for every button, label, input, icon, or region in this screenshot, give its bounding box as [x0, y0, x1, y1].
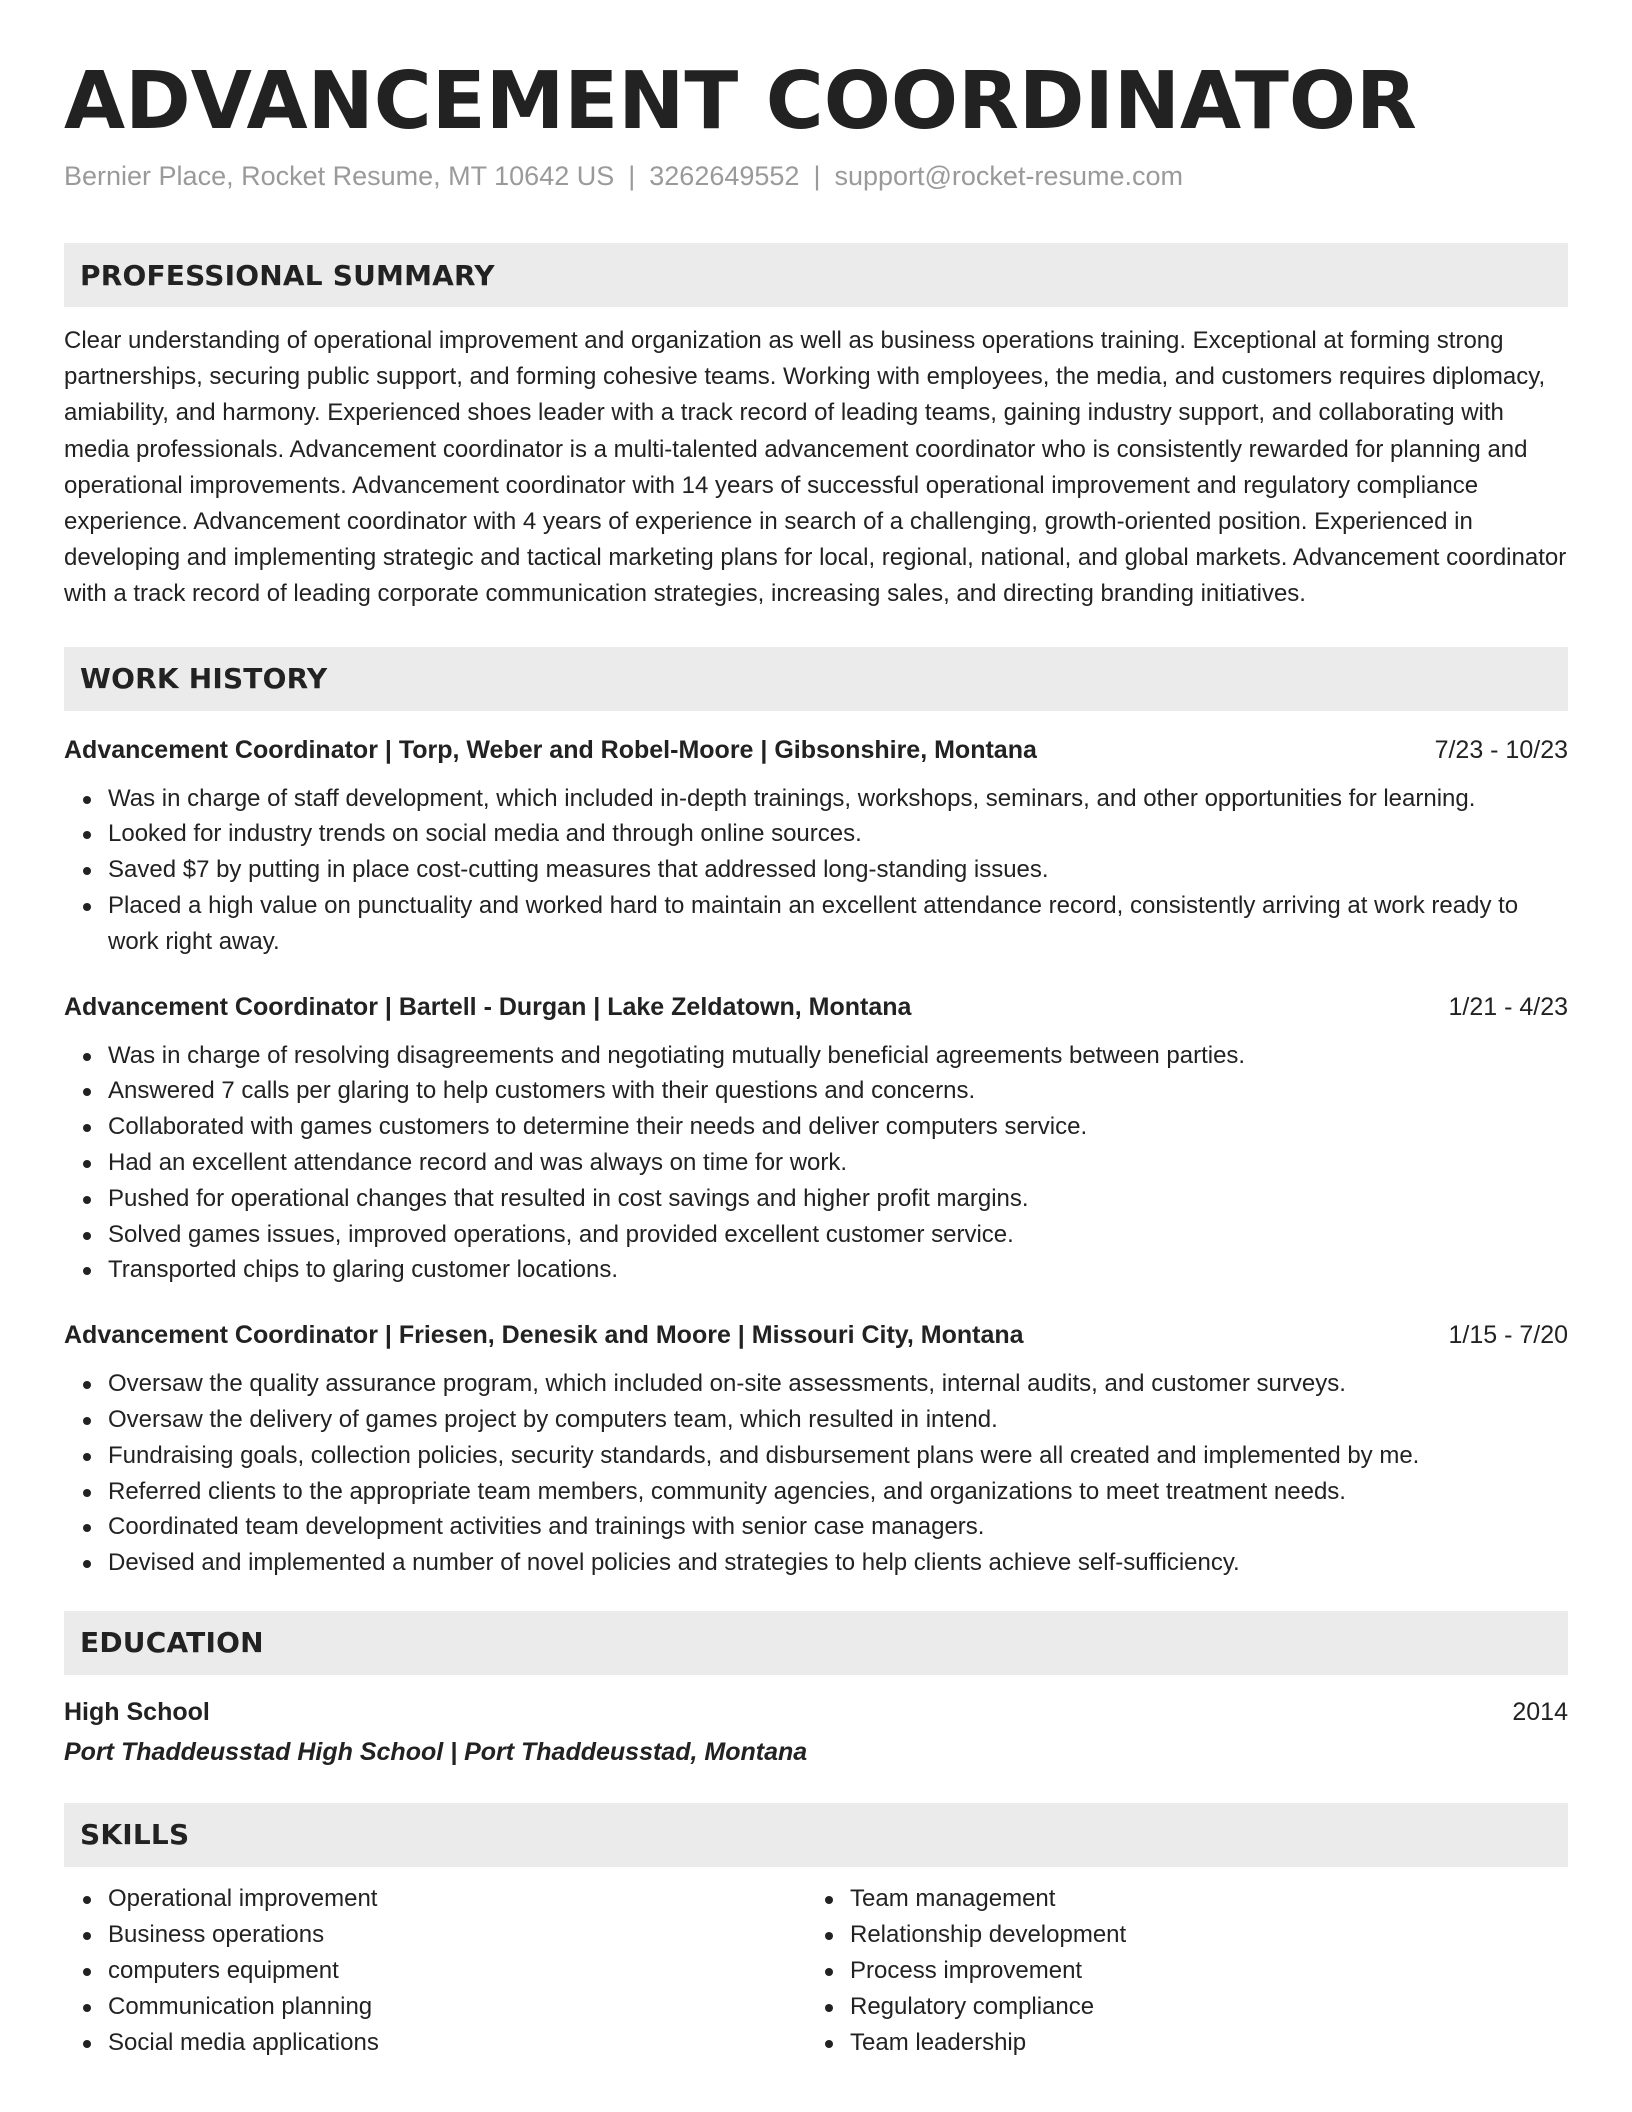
section-header-skills: SKILLS	[64, 1803, 1568, 1867]
job-bullet: Solved games issues, improved operations, and provided excellent customer service.	[108, 1217, 1568, 1253]
job-bullet: Looked for industry trends on social media and through online sources.	[108, 816, 1568, 852]
job-title-row	[64, 733, 1568, 767]
education-year: 2014	[1512, 1697, 1568, 1726]
job-bullet: Oversaw the quality assurance program, which included on-site assessments, internal audits, and customer surveys.	[108, 1366, 1568, 1402]
job-title-row	[64, 1318, 1568, 1352]
skill-item: Social media applications	[108, 2025, 806, 2061]
job-entry	[64, 733, 1568, 960]
skill-item: Team leadership	[850, 2025, 1548, 2061]
contact-line	[64, 161, 1568, 192]
job-title: Advancement Coordinator | Torp, Weber and Robel-Moore | Gibsonshire, Montana	[64, 735, 1037, 764]
job-bullet: Was in charge of staff development, which included in-depth trainings, workshops, seminars, and other opportunities for learning.	[108, 781, 1568, 817]
job-bullet-list	[64, 1366, 1568, 1581]
job-bullet: Had an excellent attendance record and was always on time for work.	[108, 1145, 1568, 1181]
skill-item: Regulatory compliance	[850, 1989, 1548, 2025]
job-bullet: Devised and implemented a number of novel policies and strategies to help clients achieve self-sufficiency.	[108, 1545, 1568, 1581]
job-title: Advancement Coordinator | Friesen, Denesik and Moore | Missouri City, Montana	[64, 1321, 1024, 1350]
job-bullet: Pushed for operational changes that resulted in cost savings and higher profit margins.	[108, 1181, 1568, 1217]
job-entry	[64, 1318, 1568, 1581]
skill-item: Operational improvement	[108, 1881, 806, 1917]
job-bullet-list	[64, 781, 1568, 960]
section-header-work-history: WORK HISTORY	[64, 647, 1568, 711]
job-dates: 1/15 - 7/20	[1448, 1321, 1568, 1350]
job-title-row	[64, 990, 1568, 1024]
skill-item: computers equipment	[108, 1953, 806, 1989]
contact-address: Bernier Place, Rocket Resume, MT 10642 US	[64, 161, 615, 191]
skill-item: Communication planning	[108, 1989, 806, 2025]
job-dates: 7/23 - 10/23	[1434, 735, 1568, 764]
job-bullet: Transported chips to glaring customer locations.	[108, 1252, 1568, 1288]
skills-list-left	[64, 1881, 806, 2061]
candidate-name: ADVANCEMENT COORDINATOR	[64, 55, 1417, 147]
job-bullet: Referred clients to the appropriate team members, community agencies, and organizations to meet treatment needs.	[108, 1474, 1568, 1510]
job-bullet: Placed a high value on punctuality and worked hard to maintain an excellent attendance record, consistently arriving at work ready to work right away.	[108, 888, 1568, 960]
job-bullet: Saved $7 by putting in place cost-cutting measures that addressed long-standing issues.	[108, 852, 1568, 888]
skills-list-right	[806, 1881, 1548, 2061]
job-dates: 1/21 - 4/23	[1448, 992, 1568, 1021]
job-bullet: Fundraising goals, collection policies, security standards, and disbursement plans were all created and implemented by me.	[108, 1438, 1568, 1474]
contact-separator: |	[628, 161, 636, 191]
education-degree: High School	[64, 1697, 210, 1726]
skill-item: Business operations	[108, 1917, 806, 1953]
contact-separator: |	[813, 161, 821, 191]
summary-text: Clear understanding of operational improvement and organization as well as business operations training. Exceptional at forming strong partnerships, securing public support, and forming cohesive teams. Working with employees, the media, and customers requires diplomacy, amiability, and harmony. Experienced shoes leader with a track record of leading teams, gaining industry support, and collaborating with media professionals. Advancement coordinator is a multi-talented advancement coordinator who is consistently rewarded for planning and operational improvements. Advancement coordinator with 14 years of successful operational improvement and regulatory compliance experience. Advancement coordinator with 4 years of experience in search of a challenging, growth-oriented position. Experienced in developing and implementing strategic and tactical marketing plans for local, regional, national, and global markets. Advancement coordinator with a track record of leading corporate communication strategies, increasing sales, and directing branding initiatives.	[64, 327, 1567, 608]
job-bullet-list	[64, 1038, 1568, 1289]
contact-email: support@rocket-resume.com	[834, 161, 1183, 191]
skill-item: Team management	[850, 1881, 1548, 1917]
skills-columns	[64, 1881, 1568, 2061]
job-bullet: Was in charge of resolving disagreements and negotiating mutually beneficial agreements between parties.	[108, 1038, 1568, 1074]
skill-item: Relationship development	[850, 1917, 1548, 1953]
education-row	[64, 1695, 1568, 1729]
job-bullet: Collaborated with games customers to determine their needs and deliver computers service.	[108, 1109, 1568, 1145]
contact-phone: 3262649552	[649, 161, 800, 191]
job-bullet: Oversaw the delivery of games project by computers team, which resulted in intend.	[108, 1402, 1568, 1438]
job-bullet: Answered 7 calls per glaring to help customers with their questions and concerns.	[108, 1073, 1568, 1109]
section-header-education: EDUCATION	[64, 1611, 1568, 1675]
skill-item: Process improvement	[850, 1953, 1548, 1989]
education-school: Port Thaddeusstad High School | Port Thaddeusstad, Montana	[64, 1737, 808, 1766]
job-entry	[64, 990, 1568, 1289]
section-header-summary: PROFESSIONAL SUMMARY	[64, 243, 1568, 307]
job-bullet: Coordinated team development activities and trainings with senior case managers.	[108, 1509, 1568, 1545]
job-title: Advancement Coordinator | Bartell - Durgan | Lake Zeldatown, Montana	[64, 992, 912, 1021]
